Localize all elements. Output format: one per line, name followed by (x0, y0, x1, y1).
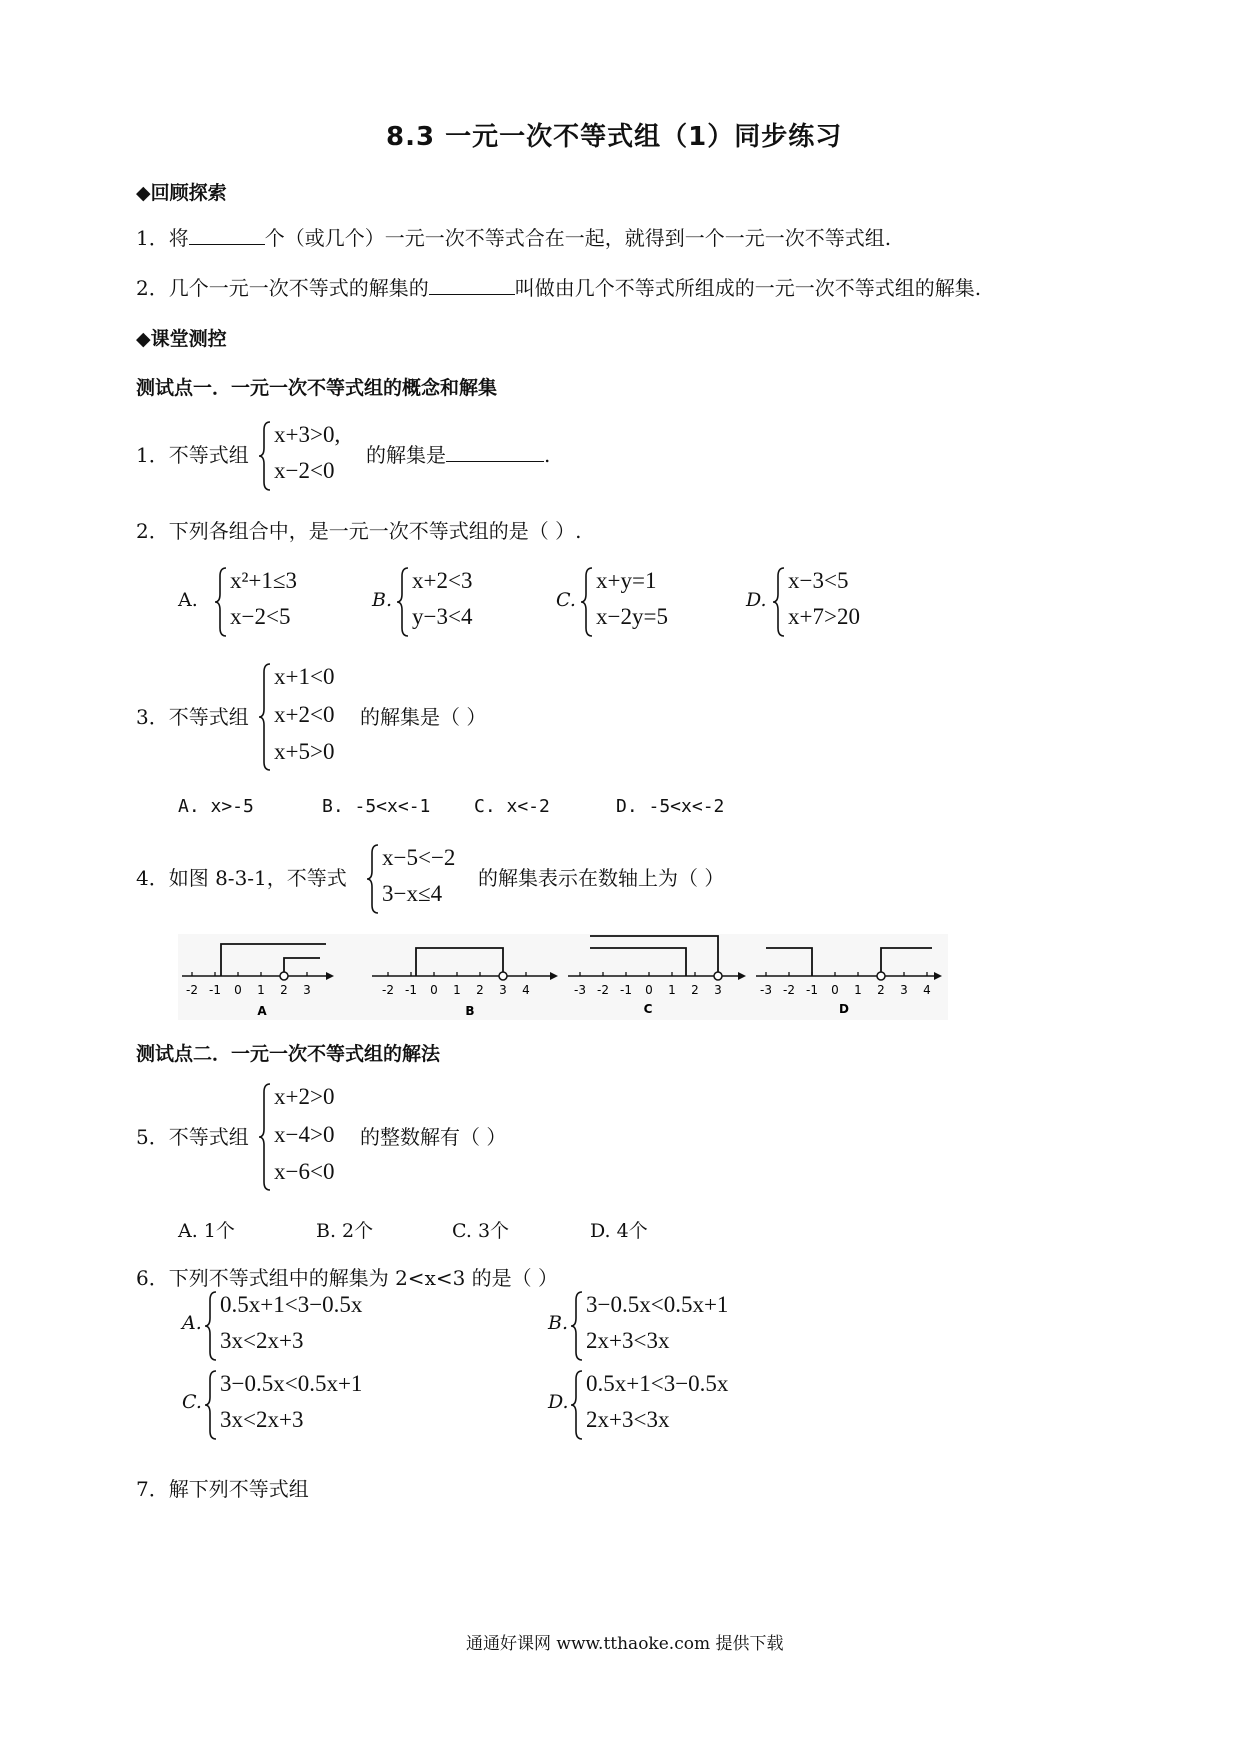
system-row: x+2<0 (274, 702, 335, 727)
inequality-system-q5 (258, 1082, 368, 1192)
q2-option-a-system (214, 566, 324, 638)
tick-label: -1 (620, 983, 632, 997)
brace-icon (258, 662, 272, 772)
tick-label: 2 (877, 983, 885, 997)
q5-option-c[interactable]: C. 3个 (452, 1220, 510, 1242)
q3-option-c[interactable]: C. x<-2 (474, 796, 550, 817)
system-row: x+5>0 (274, 739, 335, 764)
tick-label: 3 (900, 983, 908, 997)
system-row: x−2<5 (230, 604, 291, 629)
inequality-system-q3 (258, 662, 368, 772)
tick-label: -2 (597, 983, 609, 997)
q2-option-b-label: B. (372, 589, 393, 611)
tick-label: -3 (574, 983, 586, 997)
system-row: 3−0.5x<0.5x+1 (586, 1292, 729, 1317)
q6-option-c-system (204, 1369, 404, 1441)
system-row: 3−0.5x<0.5x+1 (220, 1371, 363, 1396)
system-row: x+1<0 (274, 664, 335, 689)
tick-label: -1 (209, 983, 221, 997)
tick-label: 2 (280, 983, 288, 997)
system-row: 2x+3<3x (586, 1328, 670, 1353)
system-row: x−3<5 (788, 568, 849, 593)
q6-option-a-label: A. (182, 1312, 202, 1334)
review-question-1: 1．将 个（或几个）一元一次不等式合在一起，就得到一个一元一次不等式组. (136, 226, 892, 250)
brace-icon (772, 566, 786, 638)
brace-icon (366, 843, 380, 915)
brace-icon (204, 1369, 218, 1441)
brace-icon (204, 1290, 218, 1362)
tick-label: 4 (923, 983, 931, 997)
system-row: x−2y=5 (596, 604, 668, 629)
question-2-text: 2．下列各组合中，是一元一次不等式组的是（ ）. (136, 519, 582, 543)
question-1-suffix: 的解集是 . (366, 443, 551, 467)
tick-label: 0 (234, 983, 242, 997)
tick-label: 1 (257, 983, 265, 997)
q6-option-c-label: C. (182, 1391, 202, 1413)
q2-option-d-label: D. (746, 589, 767, 611)
system-row: x+7>20 (788, 604, 860, 629)
tick-label: 3 (303, 983, 311, 997)
question-4-suffix: 的解集表示在数轴上为（ ） (478, 866, 725, 890)
tick-label: 3 (714, 983, 722, 997)
q3-option-a[interactable]: A. x>-5 (178, 796, 254, 817)
number-line-figure (178, 934, 948, 1020)
page-title: 8.3 一元一次不等式组（1）同步练习 (386, 122, 843, 152)
tick-label: -2 (783, 983, 795, 997)
brace-icon (258, 420, 272, 492)
system-row: x+2>0 (274, 1084, 335, 1109)
system-row: x−4>0 (274, 1122, 335, 1147)
section-heading-classroom: ◆课堂测控 (136, 328, 227, 350)
fill-blank[interactable] (189, 224, 265, 245)
number-line-a[interactable] (182, 944, 334, 1018)
answer-blank[interactable] (446, 441, 544, 462)
number-line-svg (178, 934, 948, 1020)
tick-label: 1 (854, 983, 862, 997)
system-row: 0.5x+1<3−0.5x (220, 1292, 363, 1317)
question-3-suffix: 的解集是（ ） (360, 705, 487, 729)
q2-option-c-system (580, 566, 700, 638)
q6-option-d-system (570, 1369, 770, 1441)
inequality-system-q1 (258, 420, 368, 492)
review-question-2: 2．几个一元一次不等式的解集的 叫做由几个不等式所组成的一元一次不等式组的解集. (136, 276, 982, 300)
tick-label: -1 (806, 983, 818, 997)
system-row: x−5<−2 (382, 845, 456, 870)
number-line-d[interactable] (756, 948, 942, 1016)
question-7-text: 7．解下列不等式组 (136, 1477, 309, 1501)
q2-option-b-system (396, 566, 506, 638)
tick-label: -1 (405, 983, 417, 997)
q2-option-c-label: C. (556, 589, 576, 611)
question-6-text: 6．下列不等式组中的解集为 2<x<3 的是（ ） (136, 1266, 559, 1290)
q5-option-d[interactable]: D. 4个 (590, 1220, 648, 1242)
figure-label: A (257, 1004, 267, 1018)
question-1-prefix: 1．不等式组 (136, 443, 249, 467)
fill-blank[interactable] (429, 274, 515, 295)
system-row: x²+1≤3 (230, 568, 297, 593)
q3-option-d[interactable]: D. -5<x<-2 (616, 796, 725, 817)
brace-icon (570, 1369, 584, 1441)
test-point-1-heading: 测试点一．一元一次不等式组的概念和解集 (136, 377, 498, 399)
section-heading-review: ◆回顾探索 (136, 182, 227, 204)
question-4-prefix: 4．如图 8-3-1，不等式 (136, 866, 347, 890)
question-3-prefix: 3．不等式组 (136, 705, 249, 729)
system-row: x−6<0 (274, 1159, 335, 1184)
tick-label: 2 (476, 983, 484, 997)
tick-label: 0 (430, 983, 438, 997)
q6-option-b-system (570, 1290, 770, 1362)
q3-option-b[interactable]: B. -5<x<-1 (322, 796, 431, 817)
system-row: x−2<0 (274, 458, 335, 483)
brace-icon (570, 1290, 584, 1362)
figure-label: B (465, 1004, 475, 1018)
system-row: y−3<4 (412, 604, 473, 629)
q6-option-a-system (204, 1290, 404, 1362)
tick-label: -2 (186, 983, 198, 997)
tick-label: -3 (760, 983, 772, 997)
brace-icon (580, 566, 594, 638)
question-5-suffix: 的整数解有（ ） (360, 1125, 507, 1149)
q2-option-d-system (772, 566, 902, 638)
tick-label: 0 (831, 983, 839, 997)
q5-option-a[interactable]: A. 1个 (178, 1220, 235, 1242)
question-5-prefix: 5．不等式组 (136, 1125, 249, 1149)
page-footer: 通通好课网 www.tthaoke.com 提供下载 (466, 1634, 784, 1654)
system-row: 3x<2x+3 (220, 1328, 304, 1353)
system-row: 0.5x+1<3−0.5x (586, 1371, 729, 1396)
system-row: x+y=1 (596, 568, 657, 593)
tick-label: -2 (382, 983, 394, 997)
system-row: 3−x≤4 (382, 881, 443, 906)
tick-label: 3 (499, 983, 507, 997)
brace-icon (396, 566, 410, 638)
system-row: x+2<3 (412, 568, 473, 593)
tick-label: 1 (453, 983, 461, 997)
system-row: 2x+3<3x (586, 1407, 670, 1432)
figure-label: C (643, 1002, 653, 1016)
inequality-system-q4 (366, 843, 486, 915)
q6-option-b-label: B. (548, 1312, 569, 1334)
q6-option-d-label: D. (548, 1391, 569, 1413)
brace-icon (214, 566, 228, 638)
system-row: x+3>0, (274, 422, 341, 447)
tick-label: 2 (691, 983, 699, 997)
number-line-b[interactable] (372, 948, 558, 1018)
figure-label: D (839, 1002, 849, 1016)
number-line-c[interactable] (568, 936, 746, 1016)
test-point-2-heading: 测试点二．一元一次不等式组的解法 (136, 1043, 441, 1065)
brace-icon (258, 1082, 272, 1192)
q2-option-a-label: A. (178, 589, 198, 611)
system-row: 3x<2x+3 (220, 1407, 304, 1432)
tick-label: 1 (668, 983, 676, 997)
q5-option-b[interactable]: B. 2个 (316, 1220, 374, 1242)
tick-label: 4 (522, 983, 530, 997)
tick-label: 0 (645, 983, 653, 997)
